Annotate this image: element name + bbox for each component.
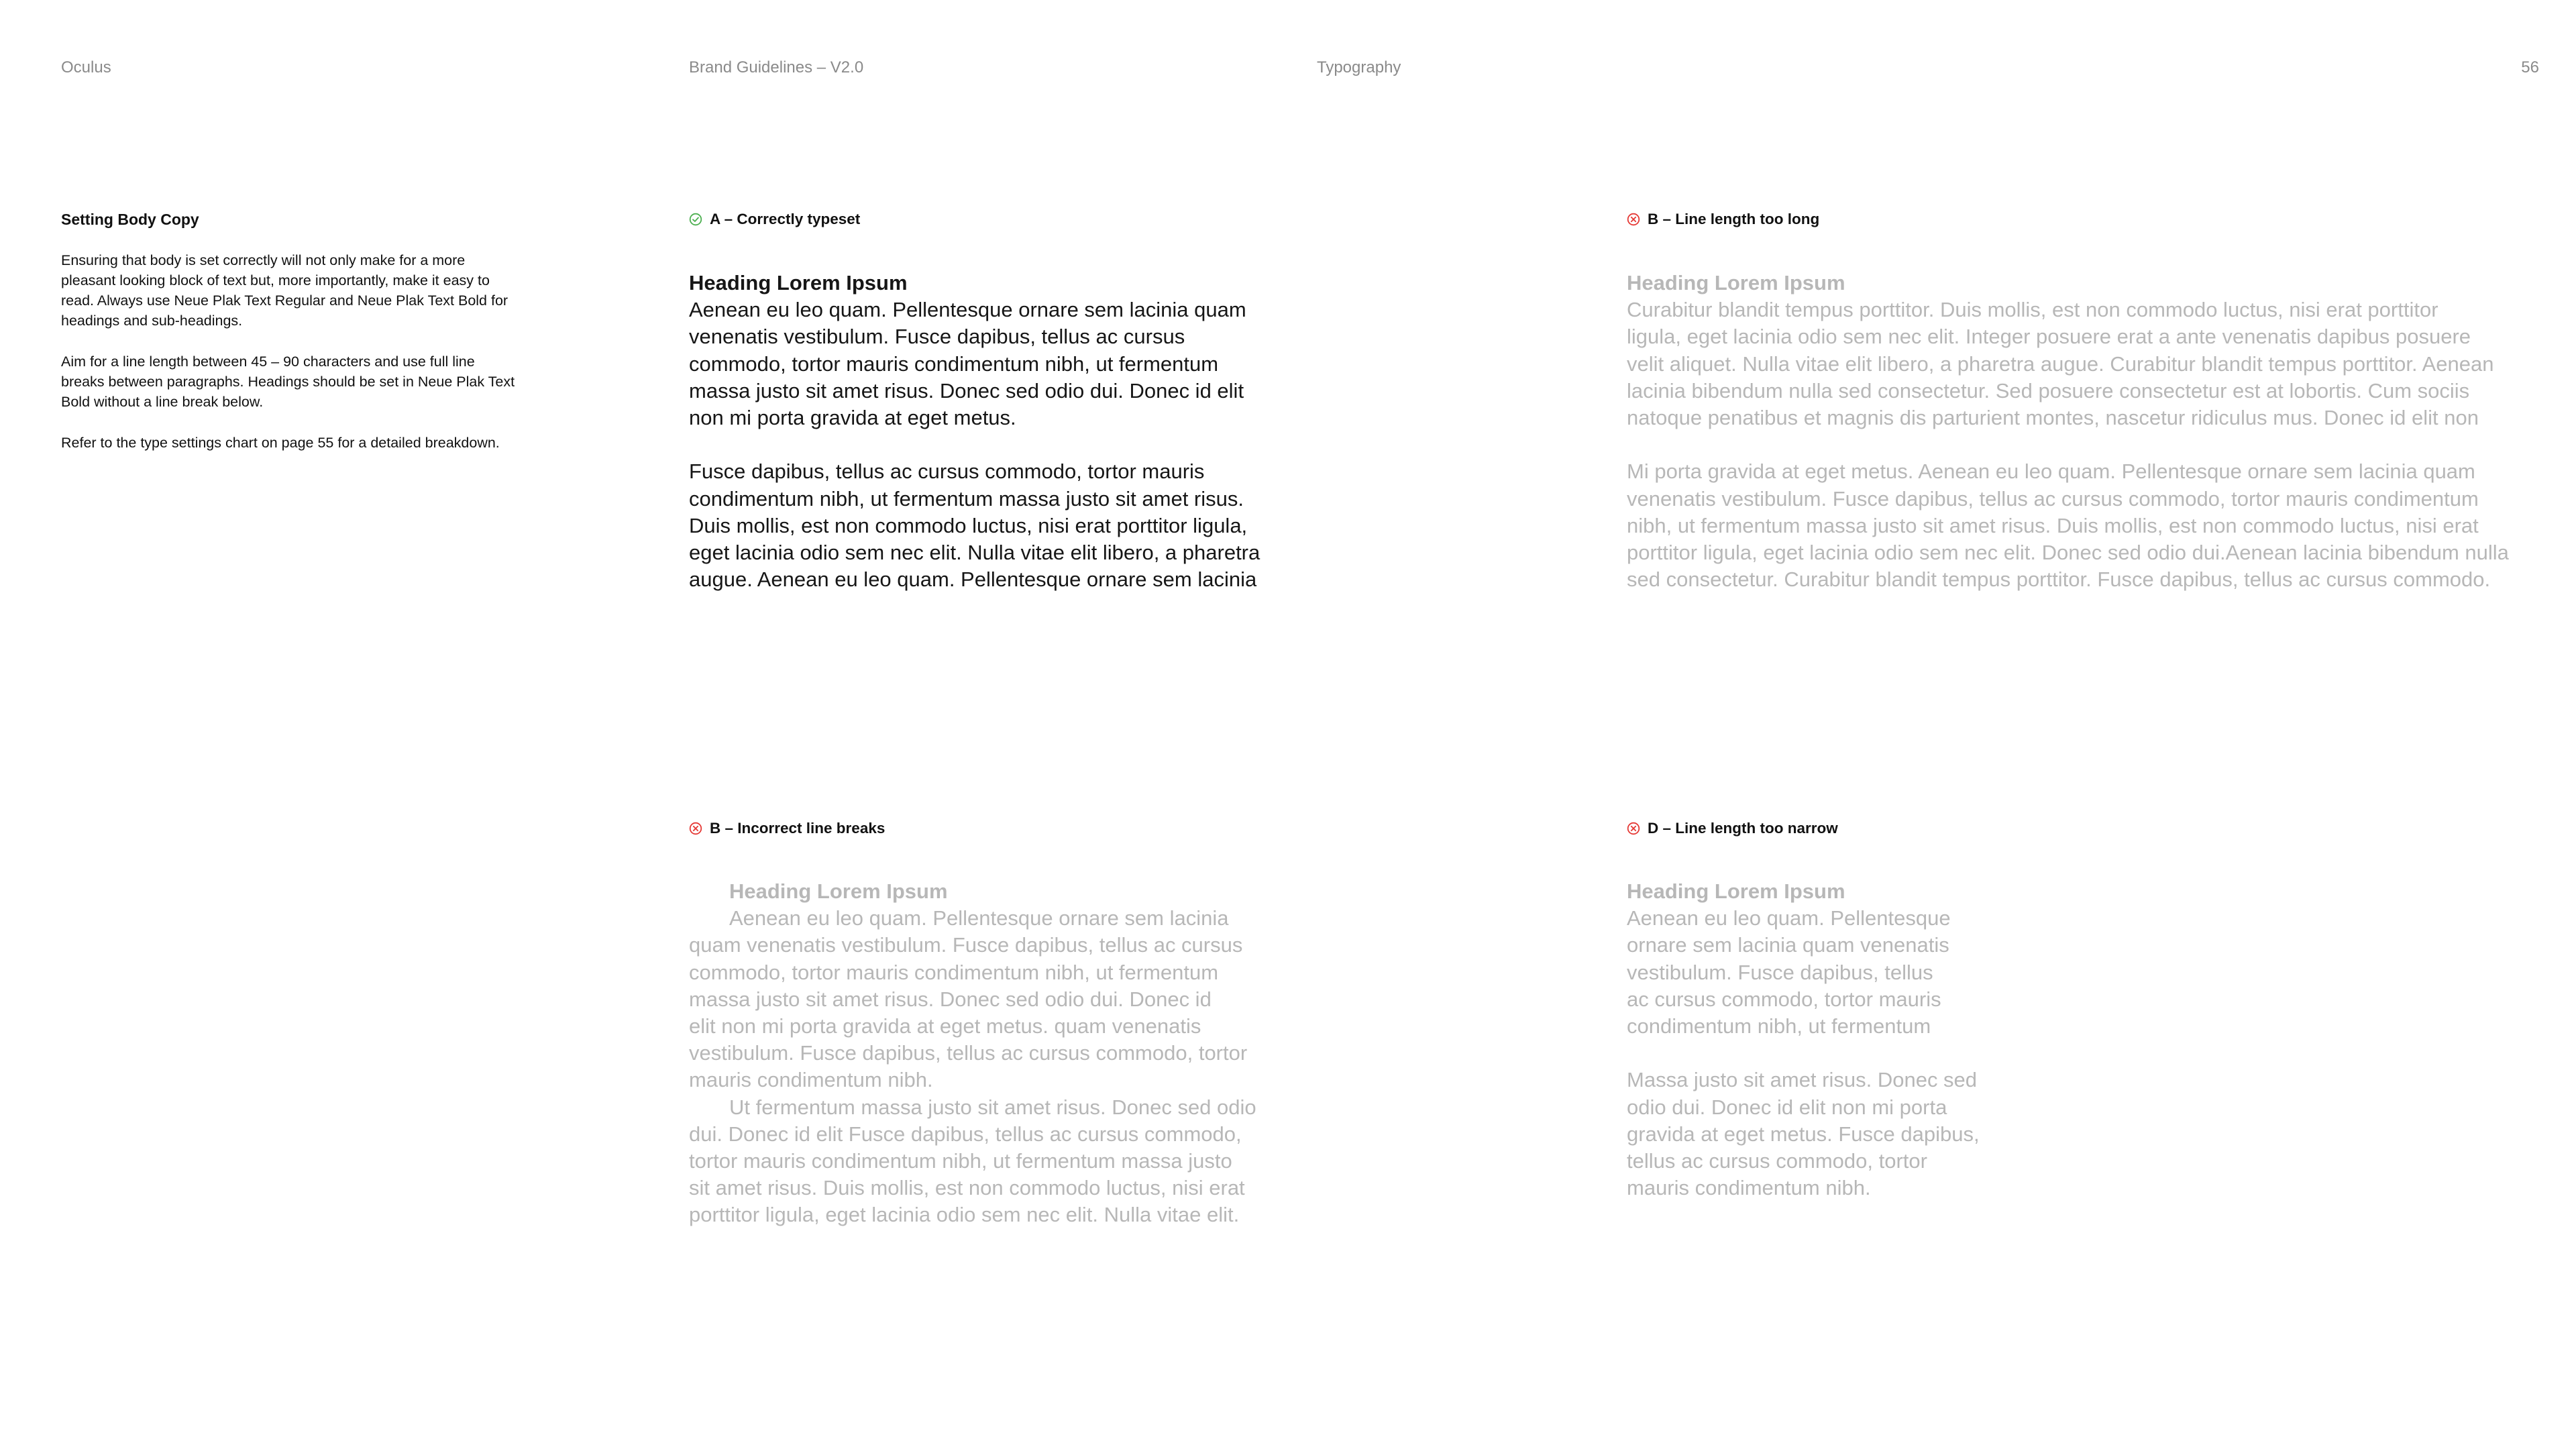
text-line: commodo, tortor mauris condimentum nibh, ut fermentum <box>689 960 1219 984</box>
header-brand: Oculus <box>61 58 111 76</box>
example-d-narrow-label-text: D – Line length too narrow <box>1648 820 1838 837</box>
text-line: venenatis vestibulum. Fusce dapibus, tellus ac cursus <box>689 325 1185 349</box>
example-heading: Heading Lorem Ipsum <box>729 879 948 903</box>
text-line: condimentum nibh, ut fermentum massa justo sit amet risus. <box>689 486 1244 511</box>
text-line: tellus ac cursus commodo, tortor <box>1627 1149 1927 1173</box>
header-document-title: Brand Guidelines – V2.0 <box>689 58 864 76</box>
text-line: Duis mollis, est non commodo luctus, nisi erat porttitor ligula, <box>689 513 1248 537</box>
text-line: nibh, ut fermentum massa justo sit amet risus. Duis mollis, est non commodo luctus, nisi erat <box>1627 513 2479 537</box>
text-line: non mi porta gravida at eget metus. <box>689 406 1016 430</box>
text-line: ligula, eget lacinia odio sem nec elit. Integer posuere erat a ante venenatis dapibus posuere <box>1627 325 2471 349</box>
text-line: vestibulum. Fusce dapibus, tellus <box>1627 960 1933 984</box>
x-circle-icon <box>1627 213 1640 226</box>
text-line: Aenean eu leo quam. Pellentesque <box>1627 906 1951 930</box>
paragraph-break <box>689 431 1260 458</box>
header-section: Typography <box>1317 58 1401 76</box>
text-line: dui. Donec id elit Fusce dapibus, tellus ac cursus commodo, <box>689 1122 1242 1146</box>
text-line: augue. Aenean eu leo quam. Pellentesque ornare sem lacinia <box>689 568 1257 592</box>
text-line: sed consectetur. Curabitur blandit tempus porttitor. Fusce dapibus, tellus ac cursus commodo. <box>1627 568 2491 592</box>
example-a-sample <box>689 270 1260 593</box>
text-line: porttitor ligula, eget lacinia odio sem nec elit. Nulla vitae elit. <box>689 1203 1240 1227</box>
header-page-number: 56 <box>2521 58 2539 76</box>
text-line: condimentum nibh, ut fermentum <box>1627 1014 1931 1038</box>
example-heading: Heading Lorem Ipsum <box>1627 879 1845 903</box>
example-b-long-label-text: B – Line length too long <box>1648 211 1820 227</box>
text-line: elit non mi porta gravida at eget metus. quam venenatis <box>689 1014 1201 1038</box>
example-d-narrow-label <box>1627 818 1838 839</box>
example-a-label-text: A – Correctly typeset <box>710 211 861 227</box>
intro-paragraph: Refer to the type settings chart on page 55 for a detailed breakdown. <box>61 435 500 451</box>
example-heading: Heading Lorem Ipsum <box>689 271 908 294</box>
text-line: quam venenatis vestibulum. Fusce dapibus, tellus ac cursus <box>689 933 1243 957</box>
text-line: Ut fermentum massa justo sit amet risus. Donec sed odio <box>729 1095 1256 1119</box>
intro-paragraph: Aim for a line length between 45 – 90 characters and use full line breaks between paragraphs. Headings should be set in Neue Plak Text Bold without a line break below. <box>61 354 515 410</box>
text-line: Aenean eu leo quam. Pellentesque ornare sem lacinia quam <box>689 298 1246 322</box>
intro-title: Setting Body Copy <box>61 211 199 228</box>
x-circle-icon <box>689 822 702 835</box>
example-b-long-label <box>1627 209 1819 229</box>
text-line: venenatis vestibulum. Fusce dapibus, tellus ac cursus commodo, tortor mauris condimentum <box>1627 486 2479 511</box>
text-line: massa justo sit amet risus. Donec sed odio dui. Donec id elit <box>689 378 1244 402</box>
paragraph-break <box>1627 1040 1980 1067</box>
intro-paragraph: Ensuring that body is set correctly will not only make for a more pleasant looking block of text but, more importantly, make it easy to read. Always use Neue Plak Text Regular and Neue Plak Text Bold for headings and sub-headings. <box>61 252 508 329</box>
text-line: sit amet risus. Duis mollis, est non commodo luctus, nisi erat <box>689 1176 1245 1200</box>
text-line: Fusce dapibus, tellus ac cursus commodo, tortor mauris <box>689 460 1205 484</box>
example-d-narrow-sample <box>1627 878 1980 1201</box>
example-a-label <box>689 209 860 229</box>
text-line: Mi porta gravida at eget metus. Aenean eu leo quam. Pellentesque ornare sem lacinia quam <box>1627 460 2475 484</box>
text-line: Aenean eu leo quam. Pellentesque ornare sem lacinia <box>729 906 1229 930</box>
text-line: porttitor ligula, eget lacinia odio sem nec elit. Donec sed odio dui.Aenean lacinia bibendum nulla <box>1627 541 2509 565</box>
text-line: gravida at eget metus. Fusce dapibus, <box>1627 1122 1980 1146</box>
text-line: ac cursus commodo, tortor mauris <box>1627 987 1941 1011</box>
x-circle-icon <box>1627 822 1640 835</box>
text-line: commodo, tortor mauris condimentum nibh, ut fermentum <box>689 352 1219 376</box>
example-heading: Heading Lorem Ipsum <box>1627 271 1845 294</box>
text-line: ornare sem lacinia quam venenatis <box>1627 933 1949 957</box>
text-line: eget lacinia odio sem nec elit. Nulla vitae elit libero, a pharetra <box>689 541 1260 565</box>
text-line: odio dui. Donec id elit non mi porta <box>1627 1095 1947 1119</box>
text-line: natoque penatibus et magnis dis parturient montes, nascetur ridiculus mus. Donec id elit non <box>1627 406 2479 430</box>
check-circle-icon <box>689 213 702 226</box>
text-line: Curabitur blandit tempus porttitor. Duis mollis, est non commodo luctus, nisi erat porttitor <box>1627 298 2438 322</box>
text-line: vestibulum. Fusce dapibus, tellus ac cursus commodo, tortor <box>689 1041 1248 1065</box>
text-line: mauris condimentum nibh. <box>1627 1176 1871 1200</box>
example-b-long-sample <box>1627 270 2509 593</box>
text-line: mauris condimentum nibh. <box>689 1068 933 1092</box>
text-line: tortor mauris condimentum nibh, ut fermentum massa justo <box>689 1149 1232 1173</box>
example-b-breaks-sample <box>689 878 1256 1229</box>
text-line: Massa justo sit amet risus. Donec sed <box>1627 1068 1978 1092</box>
text-line: massa justo sit amet risus. Donec sed odio dui. Donec id <box>689 987 1212 1011</box>
example-b-breaks-label-text: B – Incorrect line breaks <box>710 820 885 837</box>
paragraph-break <box>1627 431 2509 458</box>
text-line: velit aliquet. Nulla vitae elit libero, a pharetra augue. Curabitur blandit tempus porttitor. Aenean <box>1627 352 2494 376</box>
text-line: lacinia bibendum nulla sed consectetur. Sed posuere consectetur est at lobortis. Cum sociis <box>1627 378 2470 402</box>
example-b-breaks-label <box>689 818 885 839</box>
